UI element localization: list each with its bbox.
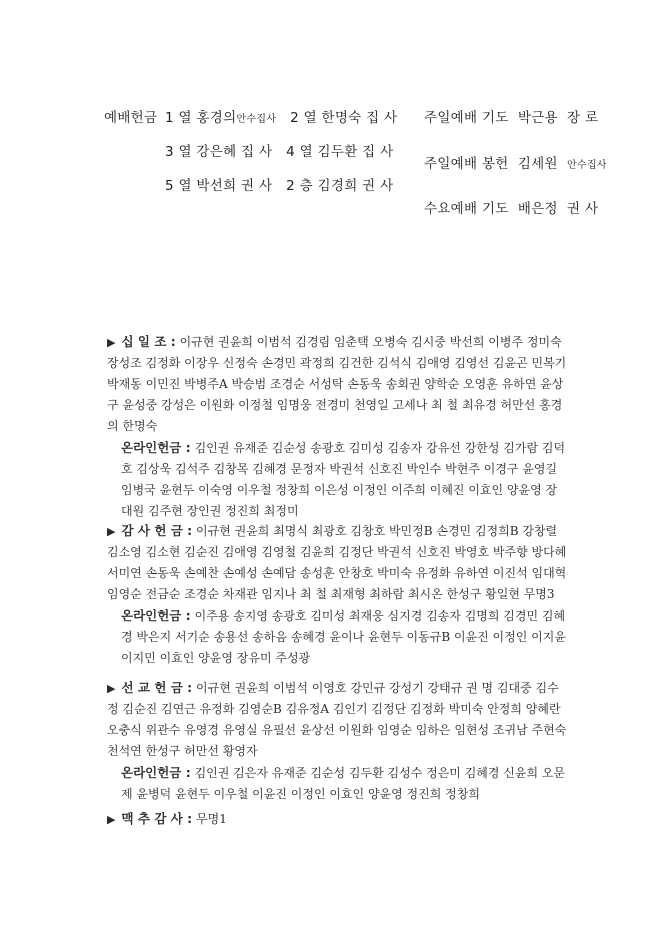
online-donor-names: 이주용 송지영 송광호 김미성 최재웅 심지경 김송자 김명희 김경민 김혜경 박은지 서기순 송용선 송하음 송혜경 윤이나 윤현두 이동규B 이윤진 이정인 이지윤 이지민 이효인 양윤영 장유미 주성광 — [121, 609, 566, 665]
offering-row-2 — [165, 140, 393, 160]
offering-leaders-label: 예배헌금 — [104, 110, 158, 126]
role-label: 수요예배 기도 — [424, 201, 509, 217]
online-offering-label: 온라인헌금 : — [121, 608, 191, 623]
triangle-bullet-icon: ▶ — [107, 336, 116, 349]
online-offering-label: 온라인헌금 : — [121, 765, 191, 780]
section-heading: 선 교 헌 금 : — [121, 680, 193, 695]
donor-names: 이규현 권윤희 최명식 최광호 김창호 박민정B 손경민 김정희B 강창렬 김소영 김소현 김순진 김애영 김영철 김윤희 김정단 박권석 신호진 박영호 박주향 방다혜 서미연 손동욱 손예찬 손예성 손예담 송성훈 안창호 박미숙 유정화 유하연 이진석 임대혁 임영순 전금순 조경순 차재관 임지나 최 철 최재형 최하람 최시온 한성구 황일현 무명3 — [107, 524, 567, 601]
online-offering-label: 온라인헌금 : — [121, 440, 191, 455]
person-name: 박근용 — [517, 110, 558, 126]
person-title: 집 사 — [241, 144, 273, 160]
row-number: 3 — [165, 144, 174, 160]
triangle-bullet-icon: ▶ — [107, 682, 116, 695]
person-name: 김두환 — [317, 144, 358, 160]
row-unit: 열 — [299, 144, 313, 160]
person-name: 김경희 — [317, 178, 358, 194]
person-title: 권 사 — [567, 201, 599, 217]
person-title: 권 사 — [362, 178, 394, 194]
person-title: 집 사 — [362, 144, 394, 160]
online-donor-names: 김인권 유재준 김순성 송광호 김미성 김송자 강유선 강한성 김가람 김덕호 김상욱 김석주 김창목 김혜경 문정자 박권석 신호진 박인수 박현주 이경구 윤영길 임병국 윤현두 이숙영 이우철 정창희 이은성 이정인 이주희 이혜진 이효인 양윤영 장대원 김주현 장인권 정진희 최정미 — [121, 441, 566, 518]
person-name: 박선희 — [196, 178, 237, 194]
service-role-row — [424, 152, 607, 172]
person-name: 강은혜 — [196, 144, 237, 160]
donor-names: 무명1 — [196, 812, 227, 826]
offering-row-3 — [165, 174, 393, 194]
row-unit: 층 — [299, 178, 313, 194]
offering-row-1 — [165, 106, 397, 126]
person-title: 집 사 — [366, 110, 398, 126]
donor-names: 이규현 권윤희 이범석 김경림 임춘택 오병숙 김시중 박선희 이병주 정미숙 장성조 김정화 이장우 신정숙 손경민 곽정희 김건한 김석식 김애영 김영선 김윤곤 민복기 박재동 이민진 박병주A 박승범 조경순 서성탁 손동욱 송회권 양학순 오영훈 유하연 윤상구 윤성중 강성은 이원화 이정철 임명웅 전경미 천영일 고세나 최 철 최유경 허만선 홍경의 한명숙 — [107, 335, 567, 433]
section-heading: 십 일 조 : — [121, 334, 176, 349]
row-number: 2 — [290, 110, 299, 126]
person-name: 홍경의 — [196, 110, 237, 126]
person-name: 배은정 — [517, 201, 558, 217]
person-title: 권 사 — [241, 178, 273, 194]
donor-names: 이규현 권윤희 이범석 이영호 강민규 강성기 강태규 권 명 김대중 김수정 김순진 김연근 유정화 김영순B 김유정A 김인기 김정단 김정화 박미숙 안정희 양혜란 오충식 위관수 유영경 유영실 유필선 윤상선 이원화 임영순 임하은 임현성 조귀남 주현숙 천석연 한성구 허만선 황영자 — [107, 681, 567, 758]
service-role-row — [424, 197, 598, 217]
role-label: 주일예배 봉헌 — [424, 156, 509, 172]
row-unit: 열 — [303, 110, 317, 126]
row-unit: 열 — [178, 178, 192, 194]
online-donor-names: 김인권 김은자 유재준 김순성 김두환 김성수 정은미 김혜경 신윤희 오문제 윤병덕 윤현두 이우철 이윤진 이정인 이효인 양윤영 정진희 정창희 — [121, 766, 566, 801]
person-name: 김세원 — [517, 156, 558, 172]
section-heading: 감 사 헌 금 : — [121, 523, 193, 538]
service-role-row — [424, 106, 598, 126]
triangle-bullet-icon: ▶ — [107, 813, 116, 826]
row-number: 2 — [286, 178, 295, 194]
role-label: 주일예배 기도 — [424, 110, 509, 126]
triangle-bullet-icon: ▶ — [107, 525, 116, 538]
person-title: 장 로 — [567, 110, 599, 126]
row-unit: 열 — [178, 144, 192, 160]
row-number: 4 — [286, 144, 295, 160]
thanksgiving-section — [107, 520, 567, 669]
person-title: 안수집사 — [567, 160, 607, 171]
wheat-harvest-section — [107, 808, 567, 830]
row-number: 5 — [165, 178, 174, 194]
mission-section — [107, 677, 567, 805]
tithe-section — [107, 331, 567, 522]
row-number: 1 — [165, 110, 174, 126]
row-unit: 열 — [178, 110, 192, 126]
person-name: 한명숙 — [321, 110, 362, 126]
section-heading: 맥 추 감 사 : — [121, 811, 193, 826]
person-title: 안수집사 — [236, 114, 277, 125]
